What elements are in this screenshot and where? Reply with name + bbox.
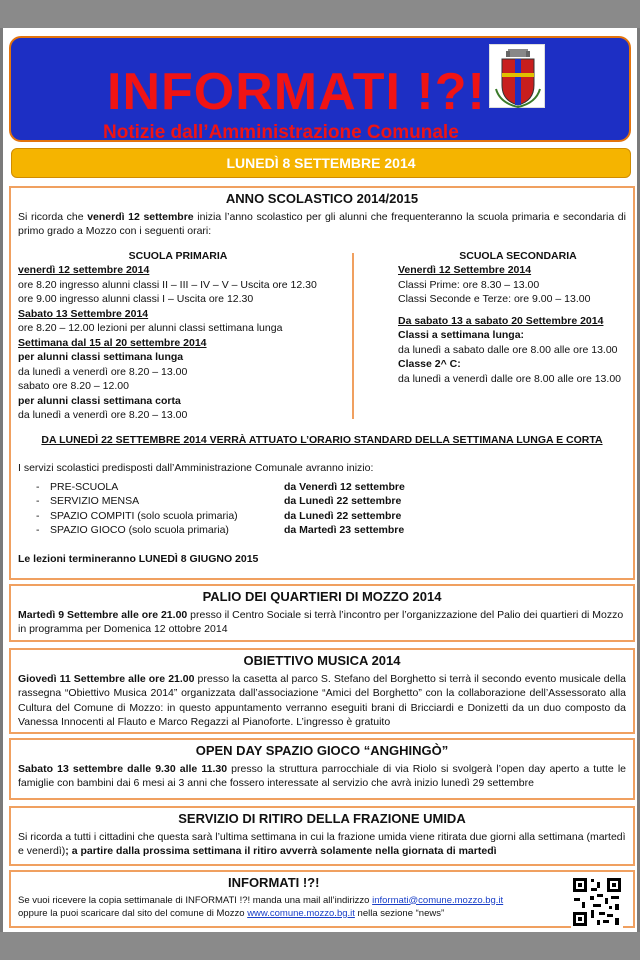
open-day-heading: OPEN DAY SPAZIO GIOCO “ANGHINGÒ” — [195, 743, 449, 758]
footer-line-2: oppure la puoi scaricare dal sito del comune di Mozzo www.comune.mozzo.bg.it nella sezione “news” — [18, 907, 445, 919]
primary-line: ore 8.20 ingresso alunni classi II – III – IV – V – Uscita ore 12.30 — [18, 278, 317, 291]
service-row: - SPAZIO COMPITI (solo scuola primaria) da Lunedì 22 settembre — [36, 509, 402, 522]
school-intro: Si ricorda che venerdì 12 settembre inizia l’anno scolastico per gli alunni che frequenteranno la scuola primaria e secondaria di primo grado a Mozzo con i seguenti orari: — [18, 210, 626, 237]
footer-heading: INFORMATI !?! — [228, 875, 320, 890]
organic-waste-section — [9, 806, 635, 866]
primary-line: da lunedì a venerdì ore 8.20 – 13.00 — [18, 409, 188, 421]
school-year-heading: ANNO SCOLASTICO 2014/2015 — [225, 191, 419, 206]
music-section — [9, 648, 635, 734]
service-row: - SPAZIO GIOCO (solo scuola primaria) da Martedì 23 settembre — [36, 524, 405, 536]
services-list — [18, 480, 626, 538]
secondary-line: da lunedì a sabato dalle ore 8.00 alle ore 13.00 — [398, 343, 618, 356]
top-frame — [0, 0, 640, 28]
primary-line: sabato ore 8.20 – 12.00 — [18, 380, 129, 392]
service-row: - SERVIZIO MENSA da Lunedì 22 settembre — [36, 495, 402, 507]
organic-waste-text: Si ricorda a tutti i cittadini che questa sarà l’ultima settimana in cui la frazione umida viene ritirata due giorni alla settimana (martedì e venerdì); a partire dalla prossima settimana il ritiro avverrà solamente nella giornata di martedì — [18, 830, 626, 857]
footer-line-1: Se vuoi ricevere la copia settimanale di INFORMATI !?! manda una mail all’indirizzo informati@comune.mozzo.bg.it — [18, 894, 504, 906]
website-link[interactable]: www.comune.mozzo.bg.it — [247, 907, 355, 919]
secondary-line: Classi Seconde e Terze: ore 9.00 – 13.00 — [398, 293, 591, 305]
music-heading: OBIETTIVO MUSICA 2014 — [243, 653, 401, 668]
palio-section — [9, 584, 635, 642]
open-day-section — [9, 738, 635, 800]
primary-line: venerdì 12 settembre 2014 — [18, 264, 150, 276]
organic-waste-heading: SERVIZIO DI RITIRO DELLA FRAZIONE UMIDA — [178, 811, 466, 826]
palio-heading: PALIO DEI QUARTIERI DI MOZZO 2014 — [202, 589, 442, 604]
qr-code-icon — [571, 876, 623, 928]
school-end-note: Le lezioni termineranno LUNEDÌ 8 GIUGNO 2015 — [18, 552, 259, 565]
secondary-line: Classi Prime: ore 8.30 – 13.00 — [398, 278, 540, 291]
primary-line: per alunni classi settimana lunga — [18, 351, 184, 363]
secondary-school-column — [398, 249, 638, 387]
newsletter-subtitle: Notizie dall’Amministrazione Comunale — [103, 122, 459, 142]
secondary-heading: SCUOLA SECONDARIA — [459, 249, 577, 262]
email-link[interactable]: informati@comune.mozzo.bg.it — [372, 894, 504, 906]
service-row: - PRE-SCUOLA da Venerdì 12 settembre — [36, 480, 405, 493]
palio-text: Martedì 9 Settembre alle ore 21.00 presso il Centro Sociale si terrà l’incontro per l’organizzazione del Palio dei quartieri di Mozzo in programma per Domenica 12 ottobre 2014 — [18, 608, 624, 635]
primary-line: Settimana dal 15 al 20 settembre 2014 — [18, 336, 207, 349]
school-year-section — [9, 186, 635, 580]
issue-date-bar: LUNEDÌ 8 SETTEMBRE 2014 — [11, 148, 631, 178]
primary-line: ore 8.20 – 12.00 lezioni per alunni classi settimana lunga — [18, 322, 283, 334]
schedule-columns — [18, 249, 626, 425]
primary-line: da lunedì a venerdì ore 8.20 – 13.00 — [18, 365, 188, 378]
primary-heading: SCUOLA PRIMARIA — [128, 249, 228, 262]
primary-line: Sabato 13 Settembre 2014 — [18, 307, 149, 320]
secondary-line: Classi a settimana lunga: — [398, 329, 525, 341]
standard-schedule-notice: DA LUNEDÌ 22 SETTEMBRE 2014 VERRÀ ATTUATO L’ORARIO STANDARD DELLA SETTIMANA LUNGA E CORTA — [41, 433, 603, 446]
primary-school-column — [18, 249, 338, 423]
open-day-text: Sabato 13 settembre dalle 9.30 alle 11.30 presso la struttura parrocchiale di via Riolo si svolgerà l’open day aperto a tutte le famiglie con bambini dai 6 mesi ai 3 anni che fossero interessate al servizio che avrà inizio lunedì 29 settembre — [18, 762, 626, 789]
secondary-line: da lunedì a venerdì dalle ore 8.00 alle ore 13.00 — [398, 372, 621, 385]
primary-line: ore 9.00 ingresso alunni classi I – Uscita ore 12.30 — [18, 293, 254, 305]
primary-line: per alunni classi settimana corta — [18, 394, 181, 407]
newsletter-page — [3, 28, 637, 932]
municipal-crest-icon — [489, 44, 545, 108]
secondary-line: Da sabato 13 a sabato 20 Settembre 2014 — [398, 314, 604, 327]
secondary-line: Venerdì 12 Settembre 2014 — [398, 264, 532, 276]
newsletter-title: INFORMATI !?! — [107, 63, 486, 121]
bottom-frame — [0, 932, 640, 960]
column-divider — [352, 253, 354, 419]
header-banner — [9, 36, 631, 142]
secondary-line: Classe 2^ C: — [398, 358, 461, 370]
subscribe-footer — [9, 870, 635, 928]
services-intro: I servizi scolastici predisposti dall’Amministrazione Comunale avranno inizio: — [18, 462, 374, 474]
music-text: Giovedì 11 Settembre alle ore 21.00 presso la casetta al parco S. Stefano del Borghetto si terrà il secondo evento musicale della rassegna “Obiettivo Musica 2014” organizzata dall’associazione “Amici del Borghetto” con la collaborazione dell’Assessorato alla Cultura del Comune di Mozzo: in questo appuntamento verranno eseguiti brani di Bricciardi e Donizetti da un duo composto da Vanessa Innocenti al Flauto e Marco Regazzi al Pianoforte. L’ingresso è gratuito — [18, 672, 626, 728]
